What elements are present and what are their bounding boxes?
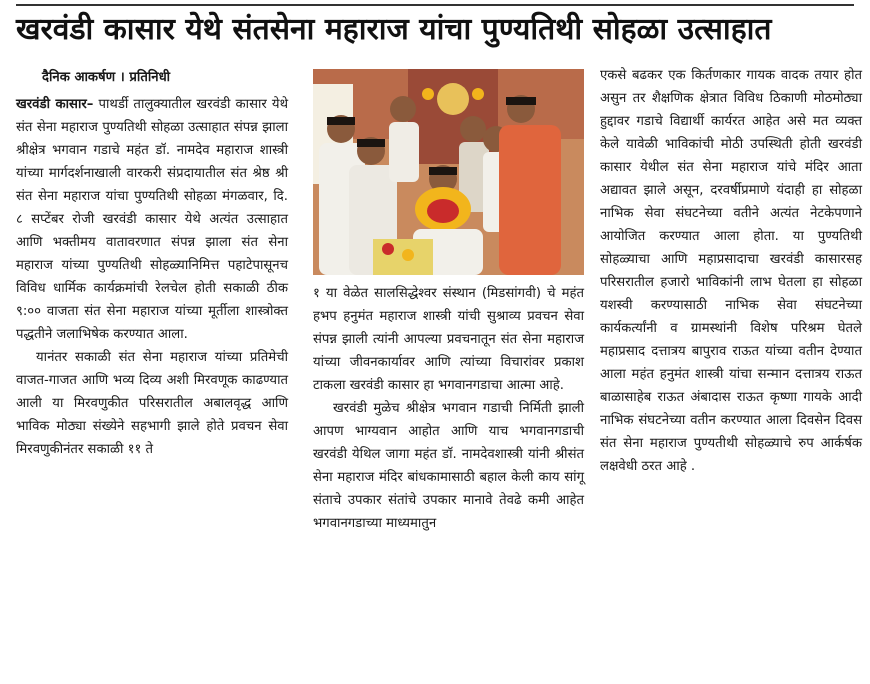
- paragraph: [16, 93, 288, 346]
- paragraph: यानंतर सकाळी संत सेना महाराज यांच्या प्रतिमेची वाजत-गाजत आणि भव्य दिव्य अशी मिरवणूक काढण्यात आली या मिरवणुकीत परिसरातील अबालवृद्ध आणि भाविक मोठ्या संख्येने सहभागी झाले होते प्रवचन सेवा मिरवणुकीनंतर सकाळी ११ ते: [16, 350, 288, 457]
- dateline: खरवंडी कासार–: [16, 97, 94, 112]
- article-column-3: [600, 64, 862, 478]
- paragraph: खरवंडी मुळेच श्रीक्षेत्र भगवान गडाची निर्मिती झाली आपण भाग्यवान आहोत आणि याच भगवानगडाची खरवंडी येथिल जागा महंत डॉ. नामदेवशास्त्री यांनी श्रीसंत सेना महाराज मंदिर बांधकामासाठी बहाल केली काय सांगू संताचे उपकार संतांचे उपकार मानावे तेवढे कमी आहेत भगवानगडाच्या माध्यमातुन: [313, 401, 584, 531]
- event-photo-illustration: [313, 69, 584, 275]
- paragraph-text: पाथर्डी तालुक्यातील खरवंडी कासार येथे संत सेना महाराज पुण्यतिथी सोहळा उत्साहात संपन्न झाला श्रीक्षेत्र भगवान गडाचे महंत डॉ. नामदेव महाराज शास्त्री यांच्या मार्गदर्शनाखाली वारकरी संप्रदायातील संत श्रेष्ठ श्री संत सेना महाराज यांचा पुण्यतिथी सोहळा मंगळवार, दि. ८ सप्टेंबर रोजी खरवंडी कासार येथे अत्यंत उत्साहात आणि भक्तीमय वातावरणात संपन्न झाला संत सेना महाराज यांच्या पुण्यतिथी सोहळ्यानिमित्त पहाटेपासूनच विविध धार्मिक कार्यक्रमांची रेलचेल होती सकाळी ठीक ९:०० वाजता संत सेना महाराज यांच्या मूर्तीला शास्त्रोक्त पद्धतीने जलाभिषेक करण्यात आला.: [16, 97, 288, 342]
- headline: खरवंडी कासार येथे संतसेना महाराज यांचा पुण्यतिथी सोहळा उत्साहात: [16, 12, 772, 47]
- top-rule: [16, 4, 854, 6]
- article-column-1: [16, 66, 288, 461]
- byline: दैनिक आकर्षण । प्रतिनिधी: [42, 70, 171, 85]
- article-column-2: [313, 282, 584, 535]
- paragraph: एकसे बढकर एक किर्तणकार गायक वादक तयार होत असुन तर शैक्षणिक क्षेत्रात विविध ठिकाणी मोठमोठ्या हुद्दावर गडाचे विद्यार्थी कार्यरत आहेत असे मत व्यक्त केले यावेळी भाविकांची मोठी उपस्थिती होती खरवंडी कासार येथील संत सेना महाराज यांचे मंदिर आता अद्यावत झाले असून, दरवर्षीप्रमाणे यंदाही हा सोहळा नाभिक सेवा संघटनेच्या वतीने अत्यंत नेटकेपणाने आयोजित करण्यात आला होता. या पुण्यतिथी सोहळ्याचा आणि महाप्रसादाचा खरवंडी कासारसह परिसरातील हजारो भाविकांनी लाभ घेतला हा सोहळा यशस्वी करण्यासाठी नाभिक सेवा संघटनेच्या कार्यकर्त्यांनी व ग्रामस्थांनी विशेष परिश्रम घेतले महाप्रसाद दत्तात्रय बापुराव राऊत यांच्या वतीन देण्यात आला महंत हनुमंत शास्त्री यांचा सन्मान दत्तात्रय राऊत बाळासाहेब राऊत अंबादास राऊत कृष्णा गायके आदी नाभिक संघटनेच्या वतीन करण्यात आला दिवसेन दिवस संत सेना महाराज पुण्यतीथी सोहळ्याचे रुप आर्कर्षक लक्षवेधी ठरत आहे .: [600, 68, 862, 474]
- event-photo: [313, 69, 584, 275]
- paragraph: १ या वेळेत सालसिद्धेश्वर संस्थान (मिडसांगवी) चे महंत हभप हनुमंत महाराज शास्त्री यांची सुश्राव्य प्रवचन सेवा संपन्न झाली त्यांनी आपल्या प्रवचनातून संत सेना महाराज यांच्या जीवनकार्यावर आणि त्यांच्या विचारांवर प्रकाश टाकला खरवंडी कासार हा भगवानगडाचा आत्मा आहे.: [313, 286, 584, 393]
